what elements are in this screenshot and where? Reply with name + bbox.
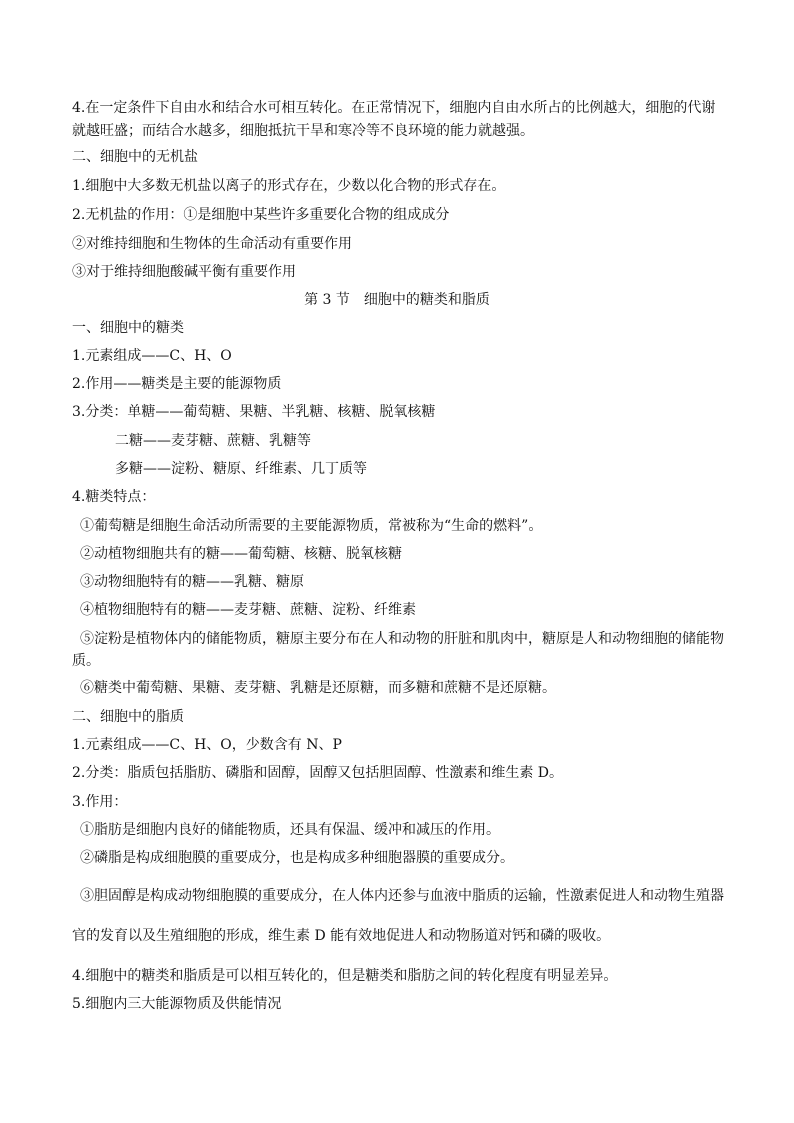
list-item: ⑤淀粉是植物体内的储能物质，糖原主要分布在人和动物的肝脏和肌肉中，糖原是人和动物细胞的储能物 bbox=[80, 631, 724, 647]
list-item: ③对于维持细胞酸碱平衡有重要作用 bbox=[72, 264, 296, 280]
list-item: ①葡萄糖是细胞生命活动所需要的主要能源物质，常被称为“生命的燃料”。 bbox=[80, 518, 543, 534]
chapter-title: 第 3 节 细胞中的糖类和脂质 bbox=[304, 292, 490, 308]
list-item: 4.细胞中的糖类和脂质是可以相互转化的，但是糖类和脂肪之间的转化程度有明显差异。 bbox=[72, 968, 618, 984]
list-item: ③胆固醇是构成动物细胞膜的重要成分，在人体内还参与血液中脂质的运输，性激素促进人和动物生殖器 bbox=[80, 888, 724, 904]
list-item: ②对维持细胞和生物体的生命活动有重要作用 bbox=[72, 236, 352, 252]
section-heading-sugars: 一、细胞中的糖类 bbox=[72, 320, 184, 336]
list-item-cont: 官的发育以及生殖细胞的形成，维生素 D 能有效地促进人和动物肠道对钙和磷的吸收。 bbox=[72, 928, 611, 944]
paragraph-water-conversion: 4.在一定条件下自由水和结合水可相互转化。在正常情况下，细胞内自由水所占的比例越大，细胞的代谢 bbox=[72, 100, 716, 116]
list-item: ②磷脂是构成细胞膜的重要成分，也是构成多种细胞器膜的重要成分。 bbox=[80, 850, 514, 866]
list-item: 1.细胞中大多数无机盐以离子的形式存在，少数以化合物的形式存在。 bbox=[72, 178, 506, 194]
section-heading-lipids: 二、细胞中的脂质 bbox=[72, 709, 184, 725]
list-item: 4.糖类特点： bbox=[72, 489, 156, 505]
list-item: 2.作用——糖类是主要的能源物质 bbox=[72, 376, 282, 392]
list-item: 1.元素组成——C、H、O，少数含有 N、P bbox=[72, 737, 342, 753]
list-item: ⑥糖类中葡萄糖、果糖、麦芽糖、乳糖是还原糖，而多糖和蔗糖不是还原糖。 bbox=[80, 680, 556, 696]
list-item-indented: 二糖——麦芽糖、蔗糖、乳糖等 bbox=[115, 433, 311, 449]
list-item: ①脂肪是细胞内良好的储能物质，还具有保温、缓冲和减压的作用。 bbox=[80, 822, 500, 838]
list-item: ②动植物细胞共有的糖——葡萄糖、核糖、脱氧核糖 bbox=[80, 546, 402, 562]
list-item-indented: 多糖——淀粉、糖原、纤维素、几丁质等 bbox=[115, 461, 367, 477]
list-item: 2.无机盐的作用：①是细胞中某些许多重要化合物的组成成分 bbox=[72, 207, 450, 223]
section-heading-inorganic-salts: 二、细胞中的无机盐 bbox=[72, 149, 198, 165]
paragraph-water-conversion-cont: 就越旺盛；而结合水越多，细胞抵抗干旱和寒冷等不良环境的能力就越强。 bbox=[72, 123, 534, 139]
list-item: 3.作用： bbox=[72, 794, 128, 810]
list-item: 1.元素组成——C、H、O bbox=[72, 348, 232, 364]
list-item: 2.分类：脂质包括脂肪、磷脂和固醇，固醇又包括胆固醇、性激素和维生素 D。 bbox=[72, 765, 564, 781]
list-item: ④植物细胞特有的糖——麦芽糖、蔗糖、淀粉、纤维素 bbox=[80, 602, 416, 618]
list-item-cont: 质。 bbox=[72, 653, 100, 669]
list-item: ③动物细胞特有的糖——乳糖、糖原 bbox=[80, 574, 304, 590]
list-item: 3.分类：单糖——葡萄糖、果糖、半乳糖、核糖、脱氧核糖 bbox=[72, 404, 436, 420]
list-item: 5.细胞内三大能源物质及供能情况 bbox=[72, 996, 282, 1012]
